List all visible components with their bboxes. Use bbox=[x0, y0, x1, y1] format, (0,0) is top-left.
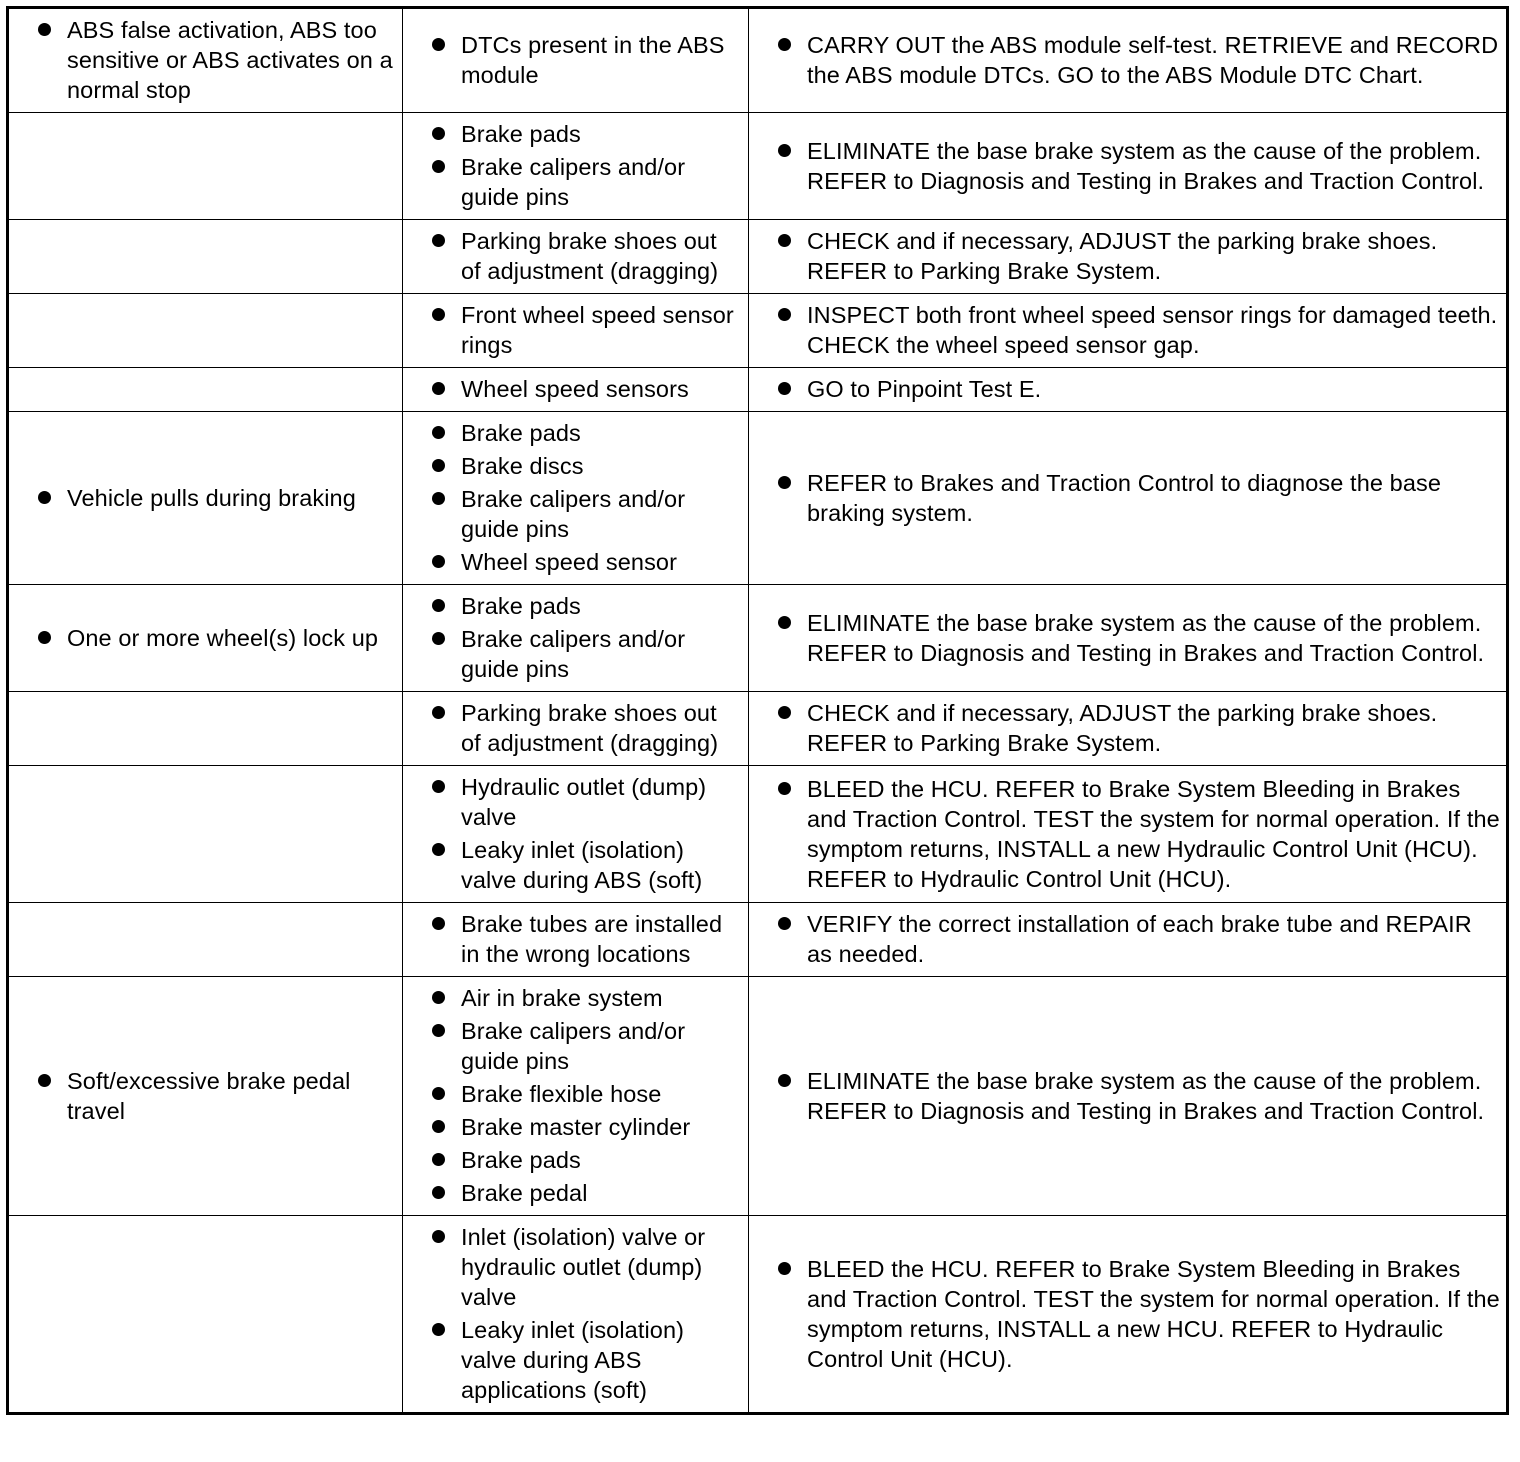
symptom-cell bbox=[8, 8, 403, 113]
possible-source-item: Air in brake system bbox=[409, 983, 742, 1013]
possible-source-item: Brake calipers and/or guide pins bbox=[409, 484, 742, 544]
symptom-item: One or more wheel(s) lock up bbox=[15, 623, 396, 653]
action-cell-list bbox=[755, 374, 1500, 404]
action-item: CARRY OUT the ABS module self-test. RETRIEVE and RECORD the ABS module DTCs. GO to the ABS Module DTC Chart. bbox=[755, 30, 1500, 90]
possible-source-item: Wheel speed sensors bbox=[409, 374, 742, 404]
possible-source-cell bbox=[403, 766, 749, 903]
possible-source-cell-list bbox=[409, 374, 742, 404]
action-cell bbox=[749, 766, 1508, 903]
action-cell-list bbox=[755, 226, 1500, 286]
action-item: CHECK and if necessary, ADJUST the parking brake shoes. REFER to Parking Brake System. bbox=[755, 226, 1500, 286]
possible-source-cell-list bbox=[409, 591, 742, 684]
possible-source-item: Leaky inlet (isolation) valve during ABS (soft) bbox=[409, 835, 742, 895]
possible-source-cell bbox=[403, 977, 749, 1216]
symptom-cell-list bbox=[15, 483, 396, 513]
action-cell bbox=[749, 220, 1508, 294]
possible-source-item: Brake pads bbox=[409, 119, 742, 149]
possible-source-cell bbox=[403, 585, 749, 692]
action-item: GO to Pinpoint Test E. bbox=[755, 374, 1500, 404]
possible-source-cell-list bbox=[409, 300, 742, 360]
action-item: ELIMINATE the base brake system as the cause of the problem. REFER to Diagnosis and Testing in Brakes and Traction Control. bbox=[755, 608, 1500, 668]
action-item: ELIMINATE the base brake system as the cause of the problem. REFER to Diagnosis and Testing in Brakes and Traction Control. bbox=[755, 136, 1500, 196]
table-row bbox=[8, 1216, 1508, 1414]
possible-source-item: Brake tubes are installed in the wrong locations bbox=[409, 909, 742, 969]
possible-source-item: DTCs present in the ABS module bbox=[409, 30, 742, 90]
action-item: BLEED the HCU. REFER to Brake System Bleeding in Brakes and Traction Control. TEST the system for normal operation. If the symptom returns, INSTALL a new Hydraulic Control Unit (HCU). REFER to Hydraulic Control Unit (HCU). bbox=[755, 774, 1500, 894]
action-cell-list bbox=[755, 608, 1500, 668]
action-cell-list bbox=[755, 1066, 1500, 1126]
symptom-cell bbox=[8, 1216, 403, 1414]
possible-source-item: Brake calipers and/or guide pins bbox=[409, 624, 742, 684]
action-item: REFER to Brakes and Traction Control to diagnose the base braking system. bbox=[755, 468, 1500, 528]
action-cell bbox=[749, 585, 1508, 692]
table-row bbox=[8, 294, 1508, 368]
action-cell-list bbox=[755, 300, 1500, 360]
symptom-cell bbox=[8, 368, 403, 412]
symptom-cell-list bbox=[15, 1066, 396, 1126]
possible-source-cell-list bbox=[409, 226, 742, 286]
possible-source-item: Brake master cylinder bbox=[409, 1112, 742, 1142]
symptom-cell bbox=[8, 977, 403, 1216]
table-row bbox=[8, 585, 1508, 692]
possible-source-item: Hydraulic outlet (dump) valve bbox=[409, 772, 742, 832]
action-cell-list bbox=[755, 774, 1500, 894]
symptom-cell bbox=[8, 766, 403, 903]
table-row bbox=[8, 8, 1508, 113]
possible-source-cell bbox=[403, 692, 749, 766]
possible-source-item: Inlet (isolation) valve or hydraulic outlet (dump) valve bbox=[409, 1222, 742, 1312]
possible-source-cell-list bbox=[409, 698, 742, 758]
action-cell-list bbox=[755, 1254, 1500, 1374]
action-cell bbox=[749, 368, 1508, 412]
possible-source-item: Leaky inlet (isolation) valve during ABS applications (soft) bbox=[409, 1315, 742, 1405]
possible-source-cell bbox=[403, 1216, 749, 1414]
possible-source-item: Brake discs bbox=[409, 451, 742, 481]
possible-source-item: Brake pads bbox=[409, 1145, 742, 1175]
possible-source-cell-list bbox=[409, 909, 742, 969]
symptom-cell-list bbox=[15, 623, 396, 653]
possible-source-item: Brake flexible hose bbox=[409, 1079, 742, 1109]
action-cell bbox=[749, 294, 1508, 368]
possible-source-cell-list bbox=[409, 1222, 742, 1405]
possible-source-cell-list bbox=[409, 119, 742, 212]
possible-source-cell-list bbox=[409, 418, 742, 577]
possible-source-item: Brake pedal bbox=[409, 1178, 742, 1208]
action-cell-list bbox=[755, 136, 1500, 196]
symptom-cell bbox=[8, 294, 403, 368]
possible-source-cell bbox=[403, 8, 749, 113]
possible-source-cell-list bbox=[409, 983, 742, 1208]
action-cell bbox=[749, 113, 1508, 220]
table-row bbox=[8, 220, 1508, 294]
action-item: INSPECT both front wheel speed sensor rings for damaged teeth. CHECK the wheel speed sensor gap. bbox=[755, 300, 1500, 360]
possible-source-cell-list bbox=[409, 772, 742, 895]
action-cell bbox=[749, 977, 1508, 1216]
possible-source-cell bbox=[403, 903, 749, 977]
action-item: CHECK and if necessary, ADJUST the parking brake shoes. REFER to Parking Brake System. bbox=[755, 698, 1500, 758]
possible-source-item: Front wheel speed sensor rings bbox=[409, 300, 742, 360]
possible-source-cell bbox=[403, 294, 749, 368]
possible-source-cell-list bbox=[409, 30, 742, 90]
action-cell bbox=[749, 692, 1508, 766]
possible-source-item: Parking brake shoes out of adjustment (dragging) bbox=[409, 226, 742, 286]
action-cell bbox=[749, 903, 1508, 977]
action-cell-list bbox=[755, 30, 1500, 90]
diagnosis-table bbox=[6, 6, 1509, 1415]
diagnosis-table-body bbox=[8, 8, 1508, 1414]
action-cell bbox=[749, 8, 1508, 113]
table-row bbox=[8, 766, 1508, 903]
action-item: ELIMINATE the base brake system as the cause of the problem. REFER to Diagnosis and Testing in Brakes and Traction Control. bbox=[755, 1066, 1500, 1126]
symptom-cell bbox=[8, 412, 403, 585]
possible-source-cell bbox=[403, 113, 749, 220]
action-item: VERIFY the correct installation of each brake tube and REPAIR as needed. bbox=[755, 909, 1500, 969]
symptom-cell bbox=[8, 113, 403, 220]
symptom-item: Vehicle pulls during braking bbox=[15, 483, 396, 513]
table-row bbox=[8, 368, 1508, 412]
action-item: BLEED the HCU. REFER to Brake System Bleeding in Brakes and Traction Control. TEST the system for normal operation. If the symptom returns, INSTALL a new HCU. REFER to Hydraulic Control Unit (HCU). bbox=[755, 1254, 1500, 1374]
possible-source-item: Brake calipers and/or guide pins bbox=[409, 1016, 742, 1076]
possible-source-item: Brake calipers and/or guide pins bbox=[409, 152, 742, 212]
possible-source-item: Wheel speed sensor bbox=[409, 547, 742, 577]
symptom-cell bbox=[8, 220, 403, 294]
possible-source-cell bbox=[403, 368, 749, 412]
symptom-cell bbox=[8, 903, 403, 977]
possible-source-item: Brake pads bbox=[409, 591, 742, 621]
action-cell-list bbox=[755, 698, 1500, 758]
possible-source-cell bbox=[403, 412, 749, 585]
symptom-cell bbox=[8, 692, 403, 766]
action-cell bbox=[749, 1216, 1508, 1414]
symptom-item: Soft/excessive brake pedal travel bbox=[15, 1066, 396, 1126]
symptom-cell-list bbox=[15, 15, 396, 105]
possible-source-item: Brake pads bbox=[409, 418, 742, 448]
action-cell-list bbox=[755, 909, 1500, 969]
table-row bbox=[8, 113, 1508, 220]
possible-source-item: Parking brake shoes out of adjustment (dragging) bbox=[409, 698, 742, 758]
symptom-cell bbox=[8, 585, 403, 692]
possible-source-cell bbox=[403, 220, 749, 294]
table-row bbox=[8, 692, 1508, 766]
table-row bbox=[8, 977, 1508, 1216]
table-row bbox=[8, 903, 1508, 977]
symptom-item: ABS false activation, ABS too sensitive or ABS activates on a normal stop bbox=[15, 15, 396, 105]
action-cell-list bbox=[755, 468, 1500, 528]
action-cell bbox=[749, 412, 1508, 585]
table-row bbox=[8, 412, 1508, 585]
